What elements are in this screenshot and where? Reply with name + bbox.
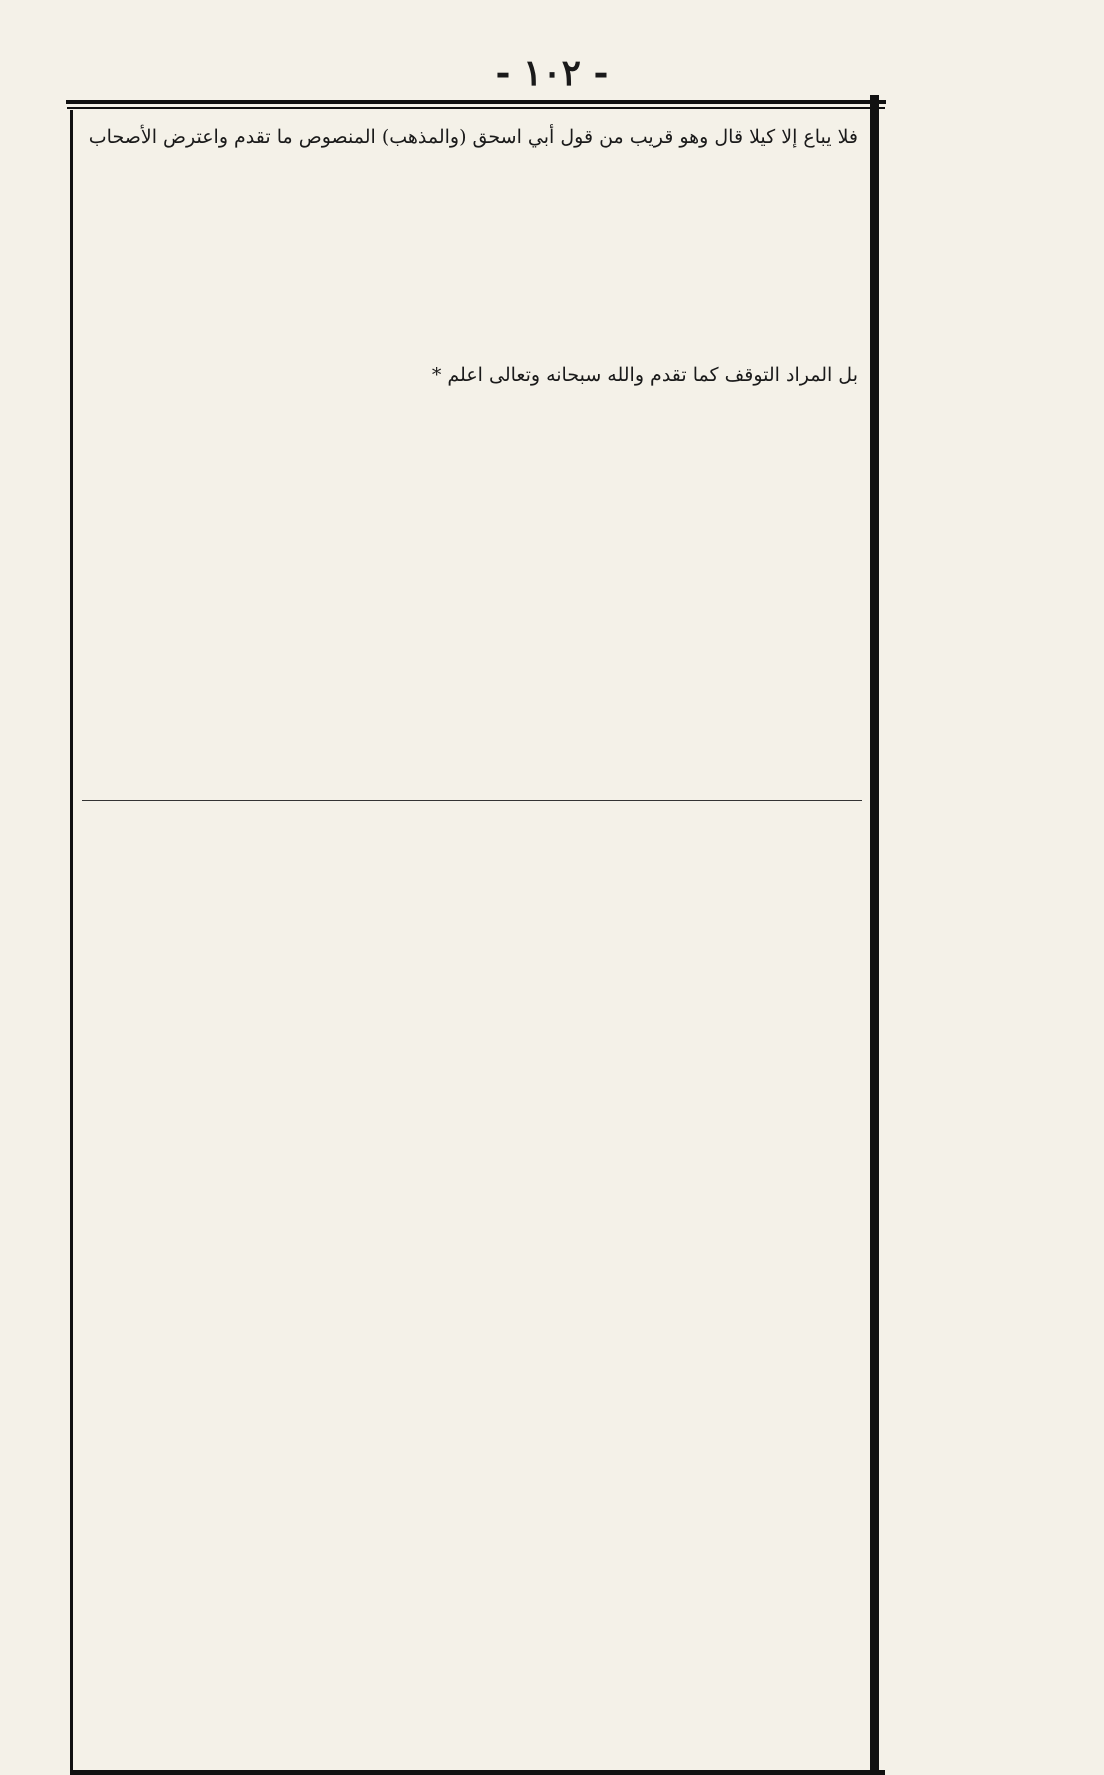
section-divider [82,800,862,801]
text-line [86,985,858,1019]
text-line [86,1121,858,1155]
text-line [86,849,858,883]
text-line [86,222,858,256]
text-line [86,188,858,222]
text-line [86,1087,858,1121]
text-line [86,1189,858,1223]
text-line [86,154,858,188]
frame-top-border [66,100,886,104]
text-line [86,1257,858,1291]
text-line [86,1291,858,1325]
frame-right-border [870,95,879,1775]
text-line [86,1427,858,1461]
frame-left-border [70,110,73,1770]
text-line [86,290,858,324]
text-line [86,1325,858,1359]
text-line [86,951,858,985]
text-line [86,1053,858,1087]
text-line [86,1223,858,1257]
text-line [86,1393,858,1427]
commentary-text-block [86,815,858,1461]
frame-bottom-border [70,1770,885,1775]
text-line [86,917,858,951]
text-line: بل المراد التوقف كما تقدم والله سبحانه وتعالى اعلم * [431,364,858,386]
text-line: فلا يباع إلا كيلا قال وهو قريب من قول أبي اسحق (والمذهب) المنصوص ما تقدم واعترض الأصحاب [88,126,858,148]
text-line [86,1155,858,1189]
text-line [86,815,858,849]
text-line [86,460,858,494]
text-line [86,1359,858,1393]
text-line [86,528,858,562]
page-number: - ١٠٢ - [495,52,609,94]
text-line [86,426,858,460]
text-line [86,494,858,528]
text-line [86,392,858,426]
text-line [86,324,858,358]
main-text-block [86,120,858,562]
text-line [86,883,858,917]
text-line [86,256,858,290]
text-line [86,1019,858,1053]
